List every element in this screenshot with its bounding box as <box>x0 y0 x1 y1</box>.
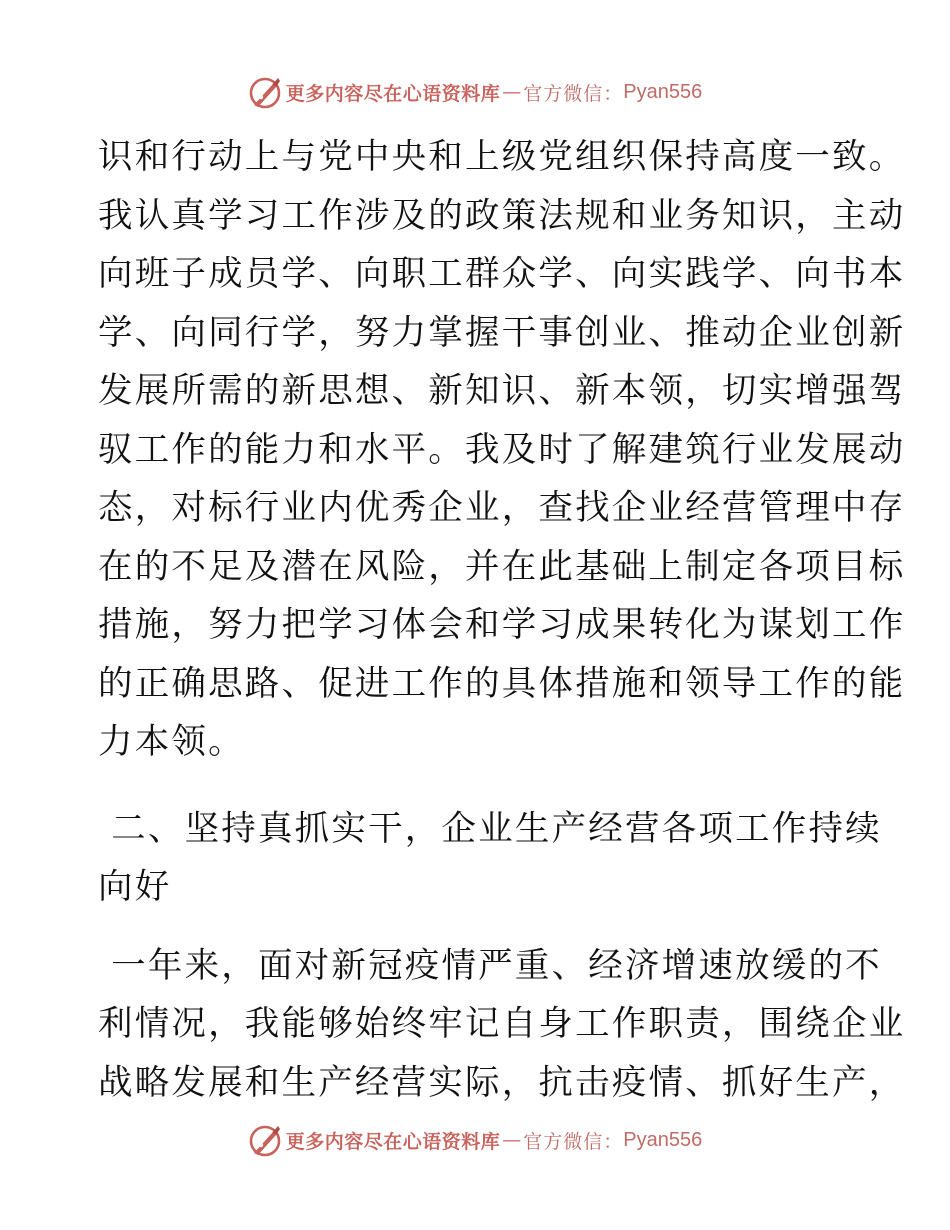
document-body <box>98 128 906 1112</box>
text-line: 战略发展和生产经营实际，抗击疫情、抓好生产， <box>98 1062 906 1103</box>
heading-line: 二、坚持真抓实干，企业生产经营各项工作持续 <box>98 808 882 849</box>
pen-logo-icon <box>248 1123 282 1157</box>
paragraph-gap <box>98 917 852 937</box>
header-banner <box>0 72 950 112</box>
text-line: 一年来，面对新冠疫情严重、经济增速放缓的不 <box>98 945 882 986</box>
text-line: 态，对标行业内优秀企业，查找企业经营管理中存 <box>98 488 906 528</box>
pen-logo-icon <box>248 75 282 109</box>
paragraph-gap <box>98 772 852 800</box>
banner-dash: — <box>502 1129 522 1151</box>
footer-banner <box>0 1120 950 1160</box>
paragraph-2 <box>98 937 906 1113</box>
text-line: 学、向同行学，努力掌握干事创业、推动企业创新 <box>98 312 906 353</box>
banner-site-text: 更多内容尽在心语资料库 <box>285 82 501 105</box>
text-line: 识和行动上与党中央和上级党组织保持高度一致。 <box>98 137 906 177</box>
text-line: 向班子成员学、向职工群众学、向实践学、向书本 <box>98 254 906 294</box>
text-line: 在的不足及潜在风险，并在此基础上制定各项目标 <box>98 546 906 587</box>
banner-wechat-label: 官方微信： <box>523 1130 624 1153</box>
section-heading-2 <box>98 800 882 917</box>
banner-wechat-id: Pyan556 <box>623 80 703 103</box>
text-line: 措施，努力把学习体会和学习成果转化为谋划工作 <box>98 605 906 645</box>
text-line: 力本领。 <box>98 722 245 762</box>
text-line: 发展所需的新思想、新知识、新本领，切实增强驾 <box>98 371 906 411</box>
text-line: 我认真学习工作涉及的政策法规和业务知识，主动 <box>98 195 906 236</box>
paragraph-1 <box>98 128 906 772</box>
banner-dash: — <box>502 81 522 103</box>
heading-line: 向好 <box>98 867 172 907</box>
banner-site-text: 更多内容尽在心语资料库 <box>285 1130 501 1153</box>
banner-wechat-label: 官方微信： <box>523 82 624 105</box>
text-line: 的正确思路、促进工作的具体措施和领导工作的能 <box>98 663 906 704</box>
text-line: 利情况，我能够始终牢记自身工作职责，围绕企业 <box>98 1004 906 1044</box>
banner-wechat-id: Pyan556 <box>623 1128 703 1151</box>
text-line: 驭工作的能力和水平。我及时了解建筑行业发展动 <box>98 429 906 470</box>
